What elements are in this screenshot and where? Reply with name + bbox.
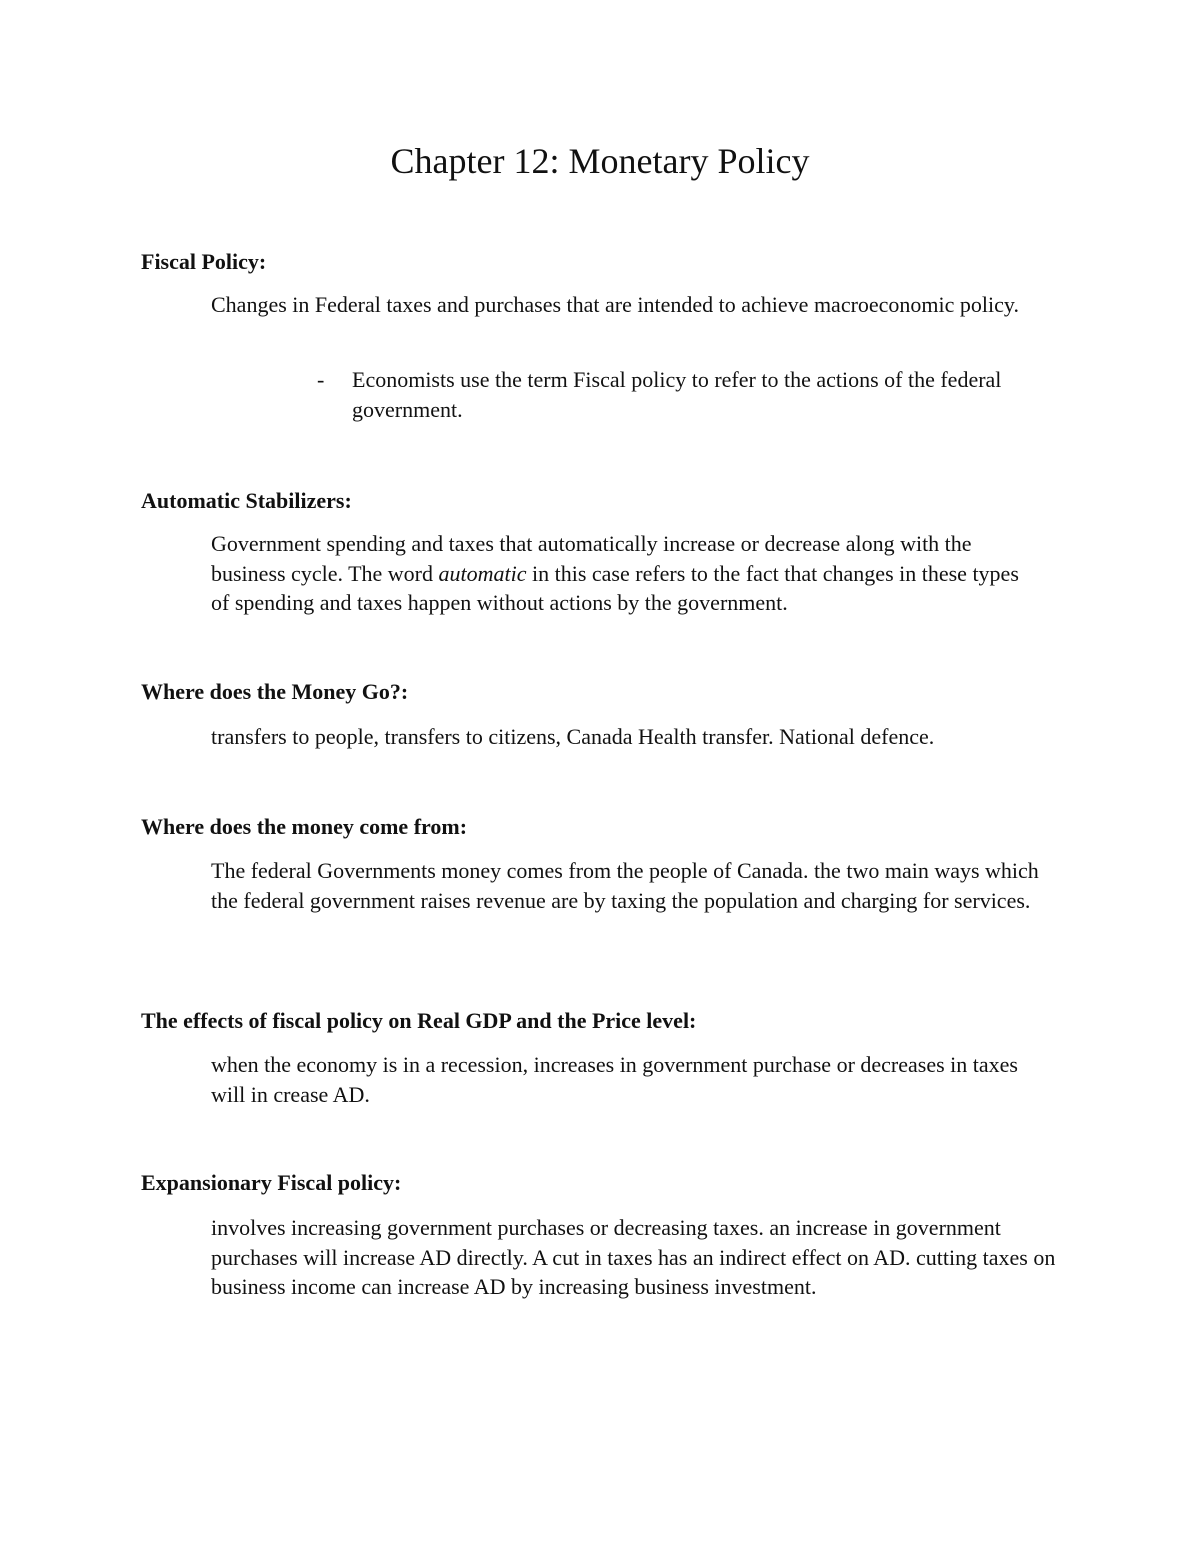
- section-paragraph-fiscal-policy: Changes in Federal taxes and purchases that are intended to achieve macroeconomic policy.: [211, 292, 1019, 317]
- section-paragraph-money-from: The federal Governments money comes from the people of Canada. the two main ways which the federal government raises revenue are by taxing the population and charging for services.: [211, 858, 1039, 913]
- section-heading-automatic-stabilizers: Automatic Stabilizers:: [141, 488, 352, 513]
- section-paragraph-money-go: transfers to people, transfers to citizens, Canada Health transfer. National defence.: [211, 724, 935, 749]
- section-paragraph-expansionary: involves increasing government purchases or decreasing taxes. an increase in government purchases will increase AD directly. A cut in taxes has an indirect effect on AD. cutting taxes on business income can increase AD by increasing business investment.: [211, 1215, 1056, 1299]
- bullet-item-fiscal-policy: [317, 365, 1087, 424]
- emphasis-automatic: automatic: [438, 560, 527, 586]
- section-paragraph-effects: when the economy is in a recession, increases in government purchase or decreases in taxes will in crease AD.: [211, 1052, 1018, 1107]
- page-title: Chapter 12: Monetary Policy: [390, 141, 810, 181]
- section-paragraph-automatic-stabilizers: [211, 529, 1041, 618]
- section-heading-money-go: Where does the Money Go?:: [141, 679, 409, 704]
- bullet-text: Economists use the term Fiscal policy to refer to the actions of the federal government.: [352, 367, 1002, 422]
- paragraph-text-after: in this case refers to the fact that changes in these types of spending and taxes happen without actions by the government.: [211, 560, 1019, 615]
- section-heading-fiscal-policy: Fiscal Policy:: [141, 249, 267, 274]
- section-heading-effects: The effects of fiscal policy on Real GDP and the Price level:: [141, 1008, 697, 1033]
- paragraph-text-before: Government spending and taxes that automatically increase or decrease along with the business cycle. The word: [211, 531, 972, 586]
- dash-bullet-icon: -: [317, 367, 325, 392]
- section-heading-money-from: Where does the money come from:: [141, 814, 468, 839]
- section-heading-expansionary: Expansionary Fiscal policy:: [141, 1170, 402, 1195]
